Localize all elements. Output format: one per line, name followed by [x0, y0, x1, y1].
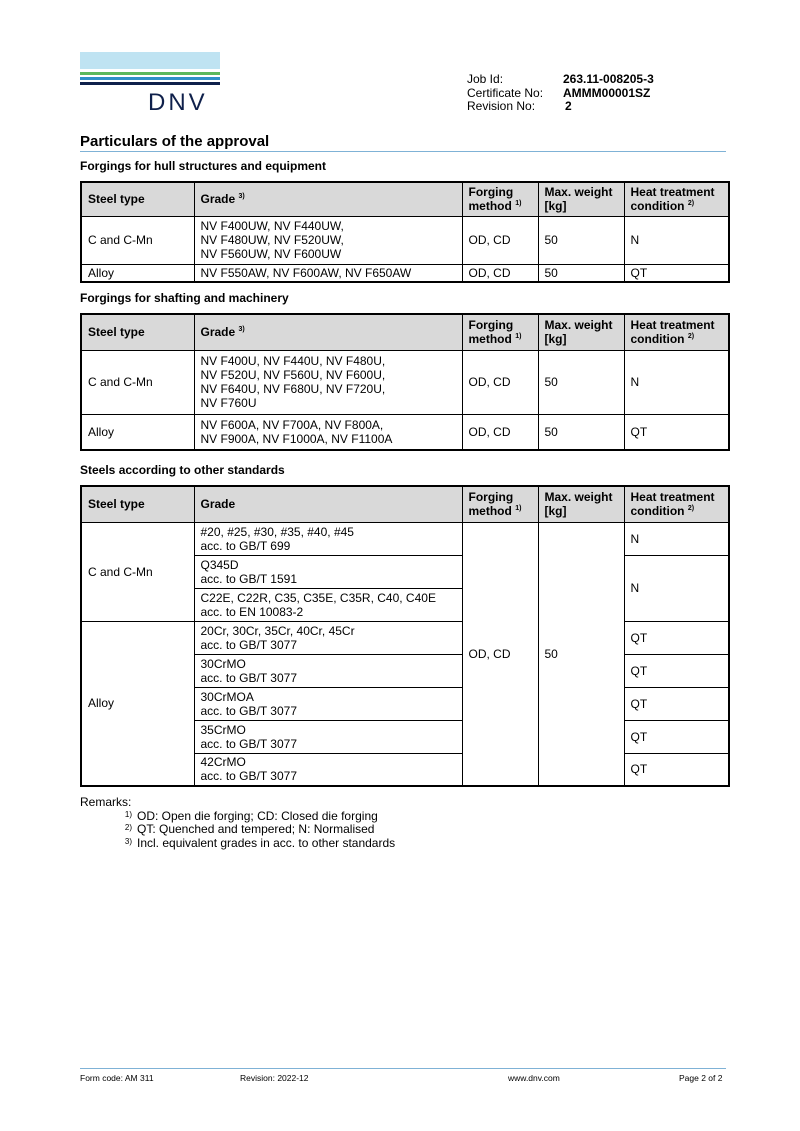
logo-bar — [80, 72, 220, 75]
job-id-value: 263.11-008205-3 — [563, 72, 654, 86]
table-row: Alloy NV F600A, NV F700A, NV F800A, NV F900A, NV F1000A, NV F1100A OD, CD 50 QT — [81, 414, 729, 450]
section-title-shafting: Forgings for shafting and machinery — [80, 291, 289, 305]
table-row: 35CrMO acc. to GB/T 3077 QT — [81, 720, 729, 753]
logo-bar — [80, 82, 220, 85]
table-row: C and C-Mn NV F400U, NV F440U, NV F480U, NV F520U, NV F560U, NV F600U, NV F640U, NV F680U, NV F720U, NV F760U OD, CD 50 N — [81, 350, 729, 414]
section-title-hull: Forgings for hull structures and equipment — [80, 159, 327, 173]
certificate-value: AMMM00001SZ — [563, 85, 651, 100]
table-row: C and C-Mn NV F400UW, NV F440UW, NV F480UW, NV F520UW, NV F560UW, NV F600UW OD, CD 50 N — [81, 216, 729, 264]
certificate-meta — [467, 73, 654, 114]
table-row: C22E, C22R, C35, C35E, C35R, C40, C40E acc. to EN 10083-2 — [81, 588, 729, 621]
header-max-weight: Max. weight [kg] — [538, 182, 624, 216]
table-shafting: Steel type Grade $^{3)}$ Forging method $^{1)}$ Max. weight [kg] Heat treatment condition $^{2)}$ C and C-Mn NV F400U, NV F440U, NV F480U, NV F520U, NV F560U, NV F600U, NV F640U, NV F680U, NV F720U, NV F760U OD, CD 50 N Alloy NV F600A, NV F700A, NV F800A, NV F900A, NV F1000A, NV F1100A OD, CD 50 QT — [80, 313, 730, 451]
table-row: C and C-Mn #20, #25, #30, #35, #40, #45 acc. to GB/T 699 OD, CD 50 N — [81, 522, 729, 555]
table-row: Alloy 20Cr, 30Cr, 35Cr, 40Cr, 45Cr acc. to GB/T 3077 QT — [81, 621, 729, 654]
footer-website[interactable]: www.dnv.com — [508, 1073, 560, 1083]
table-row: 30CrMOA acc. to GB/T 3077 QT — [81, 687, 729, 720]
footer-rule — [80, 1068, 726, 1069]
revision-value: 2 — [565, 99, 572, 113]
certificate-label: Certificate No: — [467, 85, 544, 100]
title-rule — [80, 151, 726, 152]
revision-label: Revision No: — [467, 99, 536, 113]
job-id-label: Job Id: — [467, 72, 504, 86]
table-hull — [80, 181, 730, 283]
table-row: 30CrMO acc. to GB/T 3077 QT — [81, 654, 729, 687]
footer-page-number: Page 2 of 2 — [679, 1073, 723, 1083]
footer-form-code: Form code: AM 311 — [80, 1073, 154, 1083]
remarks — [80, 796, 395, 850]
remark-item: 1) OD: Open die forging; CD: Closed die forging — [124, 808, 378, 823]
header-heat-treatment: Heat treatment condition $^{2)}$ — [624, 182, 729, 216]
logo-text: DNV — [148, 89, 208, 116]
table-row: Alloy NV F550AW, NV F600AW, NV F650AW OD, CD 50 QT — [81, 264, 729, 282]
table-row: Q345D acc. to GB/T 1591 N — [81, 555, 729, 588]
table-row: 42CrMO acc. to GB/T 3077 QT — [81, 753, 729, 786]
footer-revision: Revision: 2022-12 — [240, 1073, 309, 1083]
dnv-logo — [80, 52, 220, 115]
header-steel-type: Steel type — [81, 182, 194, 216]
section-title-other-standards: Steels according to other standards — [80, 463, 285, 477]
logo-bar — [80, 77, 220, 80]
logo-bar — [80, 52, 220, 69]
table-other-standards: Steel type Grade Forging method $^{1)}$ Max. weight [kg] Heat treatment condition $^{2)}$ C and C-Mn #20, #25, #30, #35, #40, #45 acc. to GB/T 699 OD, CD 50 N Q345D acc. to GB/T 1591 N C22E, C22R, C35, C35E, C35R, C40, C40E acc. to EN 10083-2 Alloy 20Cr, 30Cr, 35Cr, 40Cr, 45Cr acc. to GB/T 3077 QT 30CrMO acc. to GB/T 3077 QT 30CrMOA acc. to GB/T 3077 QT 35CrMO acc. to GB/T 3077 QT 42CrMO acc. to GB/T 3077 QT — [80, 485, 730, 787]
remarks-title: Remarks: — [80, 795, 132, 809]
header-forging-method: Forging method $^{1)}$ — [462, 182, 538, 216]
remark-item: 2) QT: Quenched and tempered; N: Normalised — [124, 822, 375, 836]
page-title: Particulars of the approval — [80, 133, 270, 150]
remark-item: 3) Incl. equivalent grades in acc. to other standards — [124, 835, 396, 850]
header-grade: Grade $^{3)}$ — [194, 182, 462, 216]
